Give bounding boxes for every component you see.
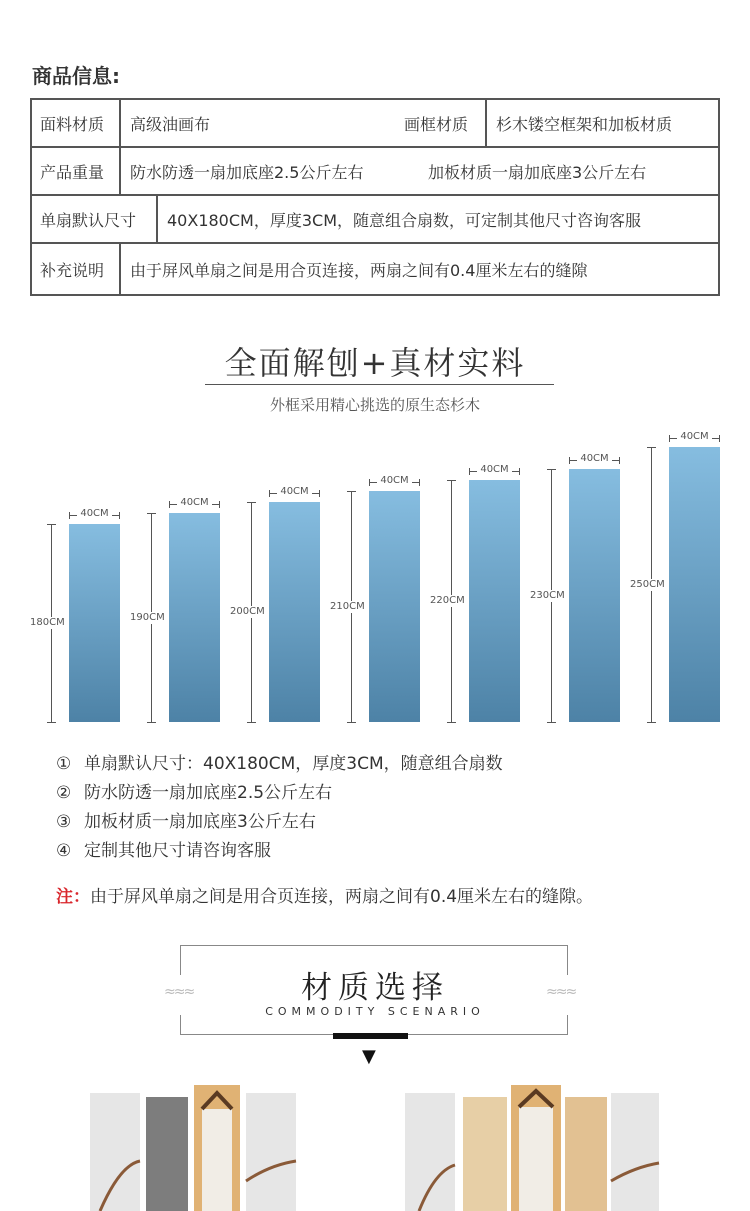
screen-panel <box>569 469 620 722</box>
info-row-note <box>32 244 718 294</box>
width-tick <box>219 501 220 508</box>
section-title: 全面解刨+真材实料 <box>224 344 526 382</box>
material-photo-wood <box>405 1085 660 1211</box>
width-label: 40CM <box>477 464 512 476</box>
width-tick <box>369 479 370 486</box>
height-tick <box>147 513 156 514</box>
screen-panel <box>369 491 420 722</box>
screen-panel <box>469 480 520 722</box>
height-label: 220CM <box>430 595 465 606</box>
info-value: 防水防透一扇加底座2.5公斤左右 <box>130 162 364 182</box>
arrow-down-icon: ▼ <box>362 1046 376 1067</box>
note-index: ④ <box>56 841 72 861</box>
height-tick <box>47 524 56 525</box>
note-text: 防水防透一扇加底座2.5公斤左右 <box>84 783 333 803</box>
width-tick <box>519 468 520 475</box>
section-divider <box>205 384 554 385</box>
height-tick <box>347 491 356 492</box>
width-tick <box>169 501 170 508</box>
width-tick <box>319 490 320 497</box>
width-tick <box>269 490 270 497</box>
note-item <box>56 837 503 866</box>
note-item <box>56 779 503 808</box>
section-subtitle: 外框采用精心挑选的原生态杉木 <box>269 396 480 414</box>
height-tick <box>147 722 156 723</box>
width-tick <box>669 435 670 442</box>
width-tick <box>619 457 620 464</box>
height-tick <box>447 480 456 481</box>
screen-panel <box>669 447 720 722</box>
info-value: 加板材质一扇加底座3公斤左右 <box>428 162 647 182</box>
note-index: ① <box>56 754 72 774</box>
height-tick <box>247 722 256 723</box>
screen-panel <box>69 524 120 722</box>
height-label: 190CM <box>130 611 165 623</box>
height-tick <box>647 722 656 723</box>
wave-icon: ≈≈≈ <box>164 984 194 1000</box>
note-text: 单扇默认尺寸：40X180CM，厚度3CM，随意组合扇数 <box>84 754 503 774</box>
info-row-size <box>32 196 718 244</box>
material-photo-canvas <box>90 1085 300 1211</box>
height-tick <box>547 469 556 470</box>
height-label: 210CM <box>330 600 365 612</box>
info-row-weight <box>32 148 718 196</box>
info-label: 面料材质 <box>40 114 105 134</box>
width-tick <box>419 479 420 486</box>
notes-list <box>56 750 503 866</box>
warning-note <box>56 882 593 907</box>
info-label: 画框材质 <box>404 114 469 134</box>
info-value: 杉木镂空框架和加板材质 <box>496 114 673 134</box>
note-index: ② <box>56 783 72 803</box>
warning-text: 由于屏风单扇之间是用合页连接，两扇之间有0.4厘米左右的缝隙。 <box>90 887 594 907</box>
height-tick <box>47 722 56 723</box>
info-value: 由于屏风单扇之间是用合页连接，两扇之间有0.4厘米左右的缝隙 <box>130 260 588 280</box>
screen-panel <box>169 513 220 722</box>
info-table <box>30 98 720 296</box>
note-index: ③ <box>56 812 72 832</box>
height-label: 230CM <box>530 589 565 601</box>
warning-label: 注： <box>56 887 90 907</box>
screen-panel <box>269 502 320 722</box>
width-label: 40CM <box>277 486 312 498</box>
width-label: 40CM <box>377 475 412 487</box>
height-tick <box>347 722 356 723</box>
info-row-material <box>32 100 718 148</box>
height-label: 250CM <box>630 578 665 590</box>
wave-icon: ≈≈≈ <box>546 984 576 1000</box>
note-text: 定制其他尺寸请咨询客服 <box>84 841 271 861</box>
note-item <box>56 808 503 837</box>
height-tick <box>247 502 256 503</box>
width-label: 40CM <box>177 497 212 509</box>
info-value: 高级油画布 <box>130 114 211 134</box>
width-label: 40CM <box>577 453 612 465</box>
info-value: 40X180CM，厚度3CM，随意组合扇数，可定制其他尺寸咨询客服 <box>167 210 641 230</box>
width-tick <box>69 512 70 519</box>
width-tick <box>569 457 570 464</box>
info-title: 商品信息: <box>32 64 120 88</box>
height-label: 200CM <box>230 606 265 617</box>
width-label: 40CM <box>77 508 112 520</box>
width-label: 40CM <box>677 431 712 443</box>
width-tick <box>469 468 470 475</box>
height-tick <box>647 447 656 448</box>
accent-bar <box>333 1033 408 1039</box>
info-label: 单扇默认尺寸 <box>40 210 137 230</box>
height-tick <box>447 722 456 723</box>
section2-title: 材质选择 <box>301 970 449 1006</box>
width-tick <box>119 512 120 519</box>
height-label: 180CM <box>30 617 65 628</box>
note-text: 加板材质一扇加底座3公斤左右 <box>84 812 316 832</box>
info-label: 补充说明 <box>40 260 105 280</box>
info-label: 产品重量 <box>40 162 105 182</box>
note-item <box>56 750 503 779</box>
height-tick <box>547 722 556 723</box>
section2-subtitle: COMMODITY SCENARIO <box>265 1005 485 1018</box>
width-tick <box>719 435 720 442</box>
